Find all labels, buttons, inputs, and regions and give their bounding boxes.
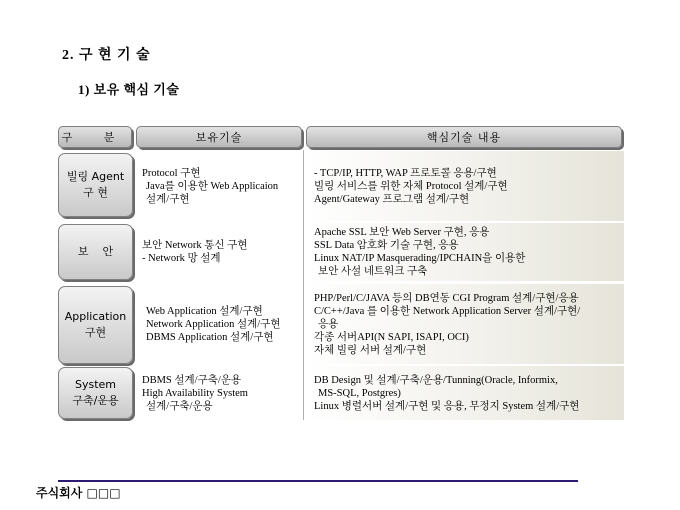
category-system bbox=[58, 367, 133, 419]
core-line: 보안 사설 네트워크 구축 bbox=[318, 266, 428, 277]
section-title: 2. 구 현 기 술 bbox=[62, 48, 151, 63]
core-line: - TCP/IP, HTTP, WAP 프로토콜 응용/구현 bbox=[314, 167, 497, 179]
tech-line: Java를 이용한 Web Applicaion bbox=[146, 180, 279, 192]
tech-line: 설계/구현 bbox=[146, 193, 190, 205]
core-cell-security bbox=[306, 223, 624, 281]
company-name: 주식회사 □□□ bbox=[36, 486, 121, 500]
category-application bbox=[58, 286, 133, 364]
header-core: 핵심기술 내용 bbox=[306, 126, 622, 148]
category-security bbox=[58, 224, 133, 280]
core-line: Agent/Gateway 프로그램 설계/구현 bbox=[314, 193, 470, 205]
tech-line: Network Application 설계/구현 bbox=[146, 318, 281, 330]
tech-cell-billing bbox=[136, 151, 300, 221]
category-billing bbox=[58, 153, 133, 217]
header-tech: 보유기술 bbox=[136, 126, 302, 148]
core-line: 응용 bbox=[318, 318, 339, 330]
category-line: System bbox=[74, 378, 117, 391]
core-line: Linux 병렬서버 설계/구현 및 응용, 무정지 System 설계/구현 bbox=[314, 400, 580, 412]
core-line: SSL Data 암호화 기술 구현, 응용 bbox=[314, 240, 459, 251]
core-line: Apache SSL 보안 Web Server 구현, 응용 bbox=[314, 227, 490, 238]
core-line: C/C++/Java 를 이용한 Network Application Server 설계/구현/ bbox=[314, 305, 581, 317]
category-line: Application bbox=[64, 310, 127, 323]
subsection-title: 1) 보유 핵심 기술 bbox=[78, 82, 180, 97]
category-line: 빌링 Agent bbox=[66, 170, 125, 183]
tech-line: DBMS Application 설계/구현 bbox=[146, 331, 274, 343]
core-cell-application bbox=[306, 284, 624, 364]
footer-divider bbox=[58, 480, 578, 482]
category-line: 구축/운용 bbox=[72, 394, 119, 407]
category-line: 구현 bbox=[84, 326, 107, 339]
tech-line: Protocol 구현 bbox=[142, 167, 201, 179]
header-gubun: 구 분 bbox=[58, 126, 132, 148]
tech-line: High Availability System bbox=[142, 387, 248, 399]
category-line: 구 현 bbox=[83, 186, 108, 199]
tech-line: - Network 망 설계 bbox=[142, 253, 221, 264]
core-line: MS-SQL, Postgres) bbox=[318, 387, 401, 399]
core-line: 각종 서버API(N SAPI, ISAPI, OCI) bbox=[314, 331, 469, 343]
tech-line: 설계/구축/운용 bbox=[146, 400, 213, 412]
core-cell-billing bbox=[306, 151, 624, 221]
tech-cell-system bbox=[136, 366, 300, 420]
tech-line: Web Application 설계/구현 bbox=[146, 305, 263, 317]
tech-cell-application bbox=[136, 284, 300, 364]
tech-line: 보안 Network 통신 구현 bbox=[142, 240, 248, 251]
core-line: 자체 빌링 서버 설계/구현 bbox=[314, 344, 427, 356]
column-divider bbox=[303, 150, 304, 420]
core-line: PHP/Perl/C/JAVA 등의 DB연동 CGI Program 설계/구현/응용 bbox=[314, 292, 579, 304]
tech-line: DBMS 설계/구축/운용 bbox=[142, 374, 242, 386]
core-line: DB Design 및 설계/구축/운용/Tunning(Oracle, Informix, bbox=[314, 374, 558, 386]
category-line: 보 안 bbox=[77, 245, 114, 258]
core-cell-system bbox=[306, 366, 624, 420]
tech-cell-security bbox=[136, 223, 300, 281]
core-line: 빌링 서비스를 위한 자체 Protocol 설계/구현 bbox=[314, 180, 508, 192]
core-line: Linux NAT/IP Masquerading/IPCHAIN을 이용한 bbox=[314, 253, 526, 264]
